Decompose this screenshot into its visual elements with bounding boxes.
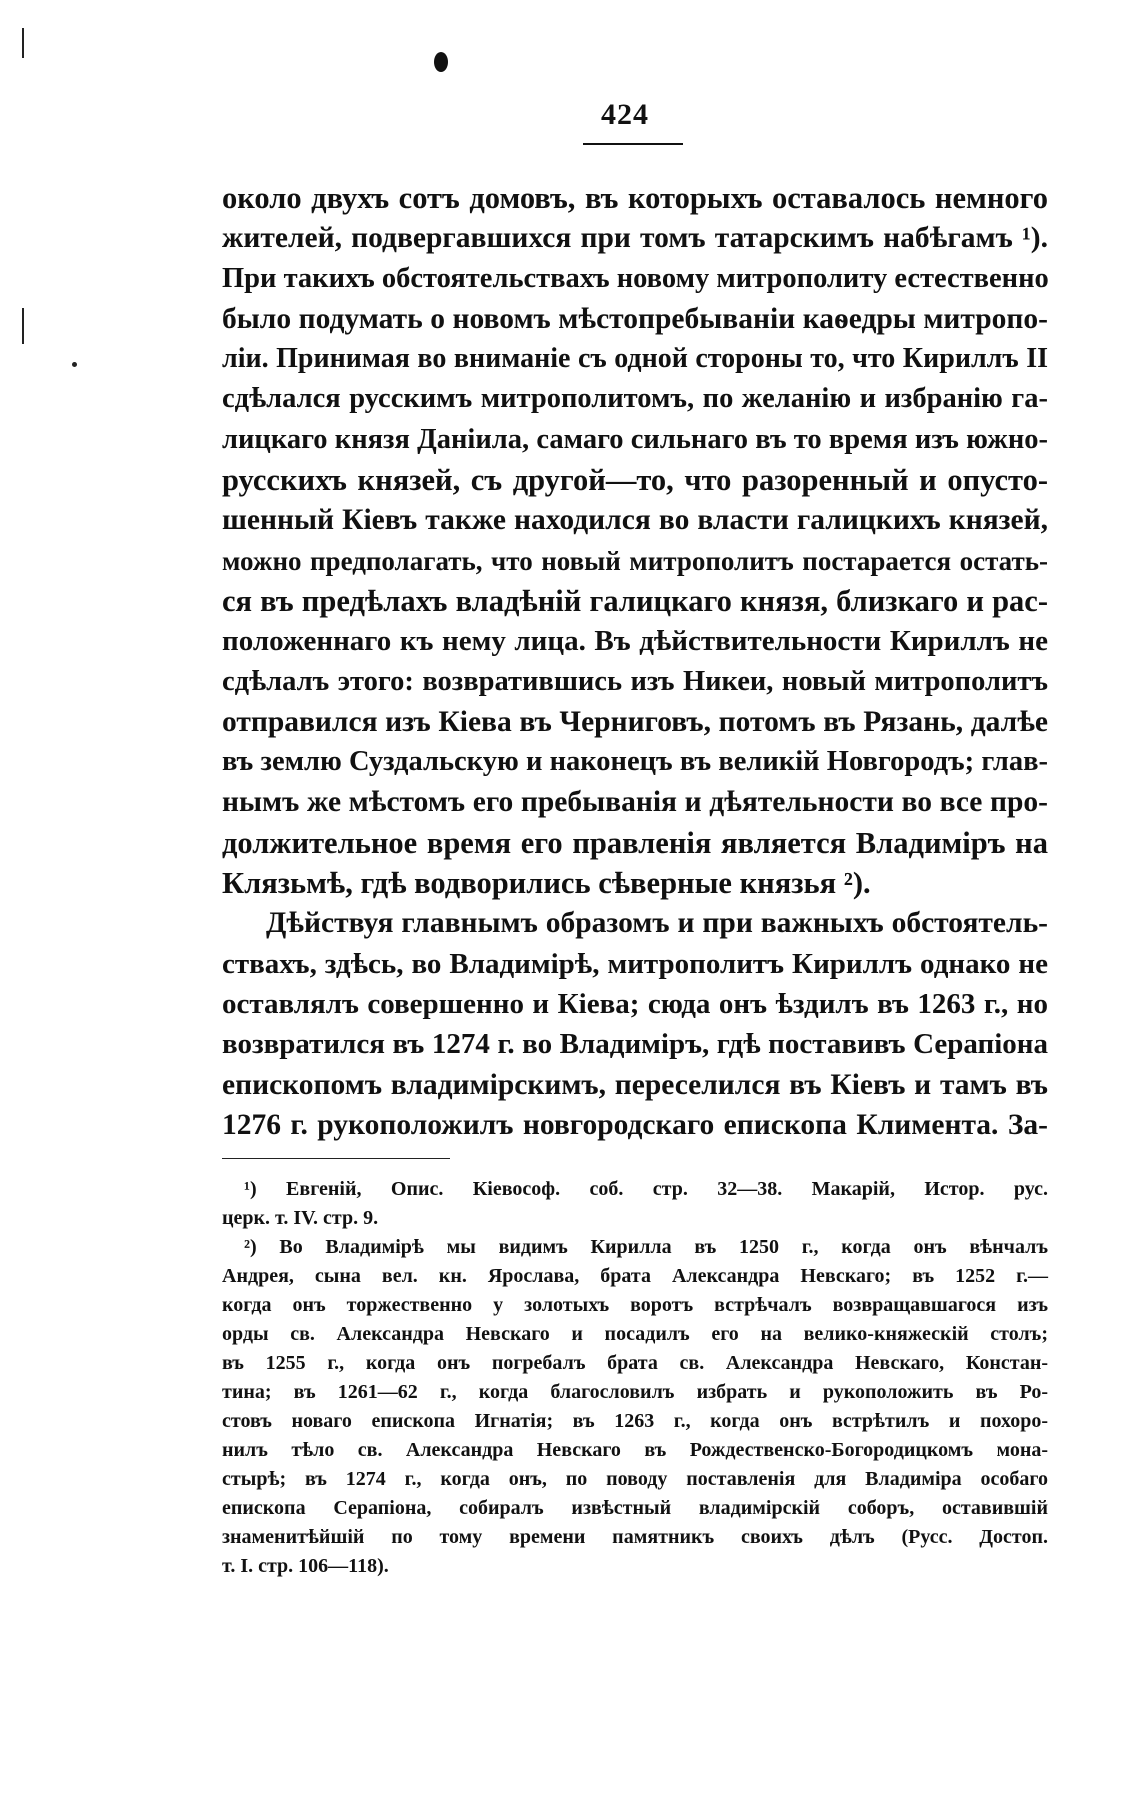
- text-line: оставлялъ совершенно и Кіева; сюда онъ ѣздилъ въ 1263 г., но: [222, 987, 1048, 1020]
- footnote-line: т. I. стр. 106—118).: [222, 1555, 389, 1577]
- scan-margin-mark: [22, 308, 24, 344]
- text-line: ствахъ, здѣсь, во Владимірѣ, митрополитъ Кириллъ однако не: [222, 947, 1048, 980]
- text-line: было подумать о новомъ мѣстопребываніи каѳедры митропо-: [222, 302, 1048, 335]
- text-line: положеннаго къ нему лица. Въ дѣйствительности Кириллъ не: [222, 625, 1048, 658]
- footnote-separator: [222, 1158, 450, 1159]
- text-line: При такихъ обстоятельствахъ новому митрополиту естественно: [222, 262, 1049, 294]
- text-line: 1276 г. рукоположилъ новгородскаго епископа Климента. За-: [222, 1108, 1048, 1141]
- scan-margin-dot: [72, 362, 77, 367]
- text-line: нымъ же мѣстомъ его пребыванія и дѣятельности во все про-: [222, 786, 1048, 819]
- text-line: отправился изъ Кіева въ Черниговъ, потомъ въ Рязань, далѣе: [222, 705, 1048, 738]
- footnotes: [222, 1175, 1048, 1581]
- footnote-line: въ 1255 г., когда онъ погребалъ брата св. Александра Невскаго, Констан-: [222, 1352, 1048, 1374]
- footnote-line: Андрея, сына вел. кн. Ярослава, брата Александра Невскаго; въ 1252 г.—: [222, 1265, 1048, 1287]
- scan-margin-mark: [22, 28, 24, 58]
- text-line: Дѣйствуя главнымъ образомъ и при важныхъ обстоятель-: [266, 907, 1048, 940]
- text-line: жителей, подвергавшихся при томъ татарскимъ набѣгамъ ¹).: [222, 222, 1048, 255]
- text-line: возвратился въ 1274 г. во Владиміръ, гдѣ поставивъ Серапіона: [222, 1028, 1048, 1061]
- text-line: около двухъ сотъ домовъ, въ которыхъ оставалось немного: [222, 181, 1048, 215]
- text-line: шенный Кіевъ также находился во власти галицкихъ князей,: [222, 504, 1048, 537]
- scan-ink-dot: [434, 52, 448, 72]
- footnote-line: епископа Серапіона, собиралъ извѣстный владимірскій соборъ, оставившій: [222, 1497, 1048, 1519]
- text-line: ліи. Принимая во вниманіе съ одной стороны то, что Кириллъ II: [222, 343, 1048, 375]
- text-line: въ землю Суздальскую и наконецъ въ великій Новгородъ; глав-: [222, 746, 1048, 778]
- text-line: ся въ предѣлахъ владѣній галицкаго князя, близкаго и рас-: [222, 583, 1048, 618]
- footnote-line: церк. т. IV. стр. 9.: [222, 1207, 379, 1229]
- footnote-line: когда онъ торжественно у золотыхъ воротъ встрѣчалъ возвращавшагося изъ: [222, 1294, 1048, 1316]
- text-line: Клязьмѣ, гдѣ водворились сѣверные князья ²).: [222, 866, 871, 901]
- text-line: сдѣлалъ этого: возвратившись изъ Никеи, новый митрополитъ: [222, 665, 1048, 697]
- footnote-line: стовъ новаго епископа Игнатія; въ 1263 г., когда онъ встрѣтилъ и похоро-: [222, 1410, 1048, 1432]
- footnote-line: знаменитѣйшій по тому времени памятникъ своихъ дѣлъ (Русс. Достоп.: [222, 1526, 1048, 1548]
- footnote-line: стырѣ; въ 1274 г., когда онъ, по поводу поставленія для Владиміра особаго: [222, 1468, 1048, 1490]
- text-line: русскихъ князей, съ другой—то, что разоренный и опусто-: [222, 463, 1048, 498]
- text-line: должительное время его правленія является Владиміръ на: [222, 825, 1048, 860]
- main-text: [222, 178, 1048, 1145]
- footnote-line: орды св. Александра Невскаго и посадилъ его на велико-княжескій столъ;: [222, 1323, 1048, 1345]
- footnote-line: ¹) Евгеній, Опис. Кіевософ. соб. стр. 32—38. Макарій, Истор. рус.: [244, 1178, 1048, 1200]
- footnote-line: тина; въ 1261—62 г., когда благословилъ избрать и рукоположить въ Ро-: [222, 1381, 1048, 1403]
- text-line: можно предполагать, что новый митрополитъ постарается остать-: [222, 545, 1048, 576]
- text-line: лицкаго князя Даніила, самаго сильнаго въ то время изъ южно-: [222, 423, 1048, 455]
- page-number: 424: [601, 98, 649, 131]
- footnote-line: ²) Во Владимірѣ мы видимъ Кирилла въ 1250 г., когда онъ вѣнчалъ: [244, 1236, 1048, 1258]
- footnote-line: нилъ тѣло св. Александра Невскаго въ Рождественско-Богородицкомъ мона-: [222, 1439, 1048, 1461]
- page-number-underline: [583, 143, 683, 145]
- text-line: епископомъ владимірскимъ, переселился въ Кіевъ и тамъ въ: [222, 1068, 1048, 1101]
- text-line: сдѣлался русскимъ митрополитомъ, по желанію и избранію га-: [222, 383, 1048, 415]
